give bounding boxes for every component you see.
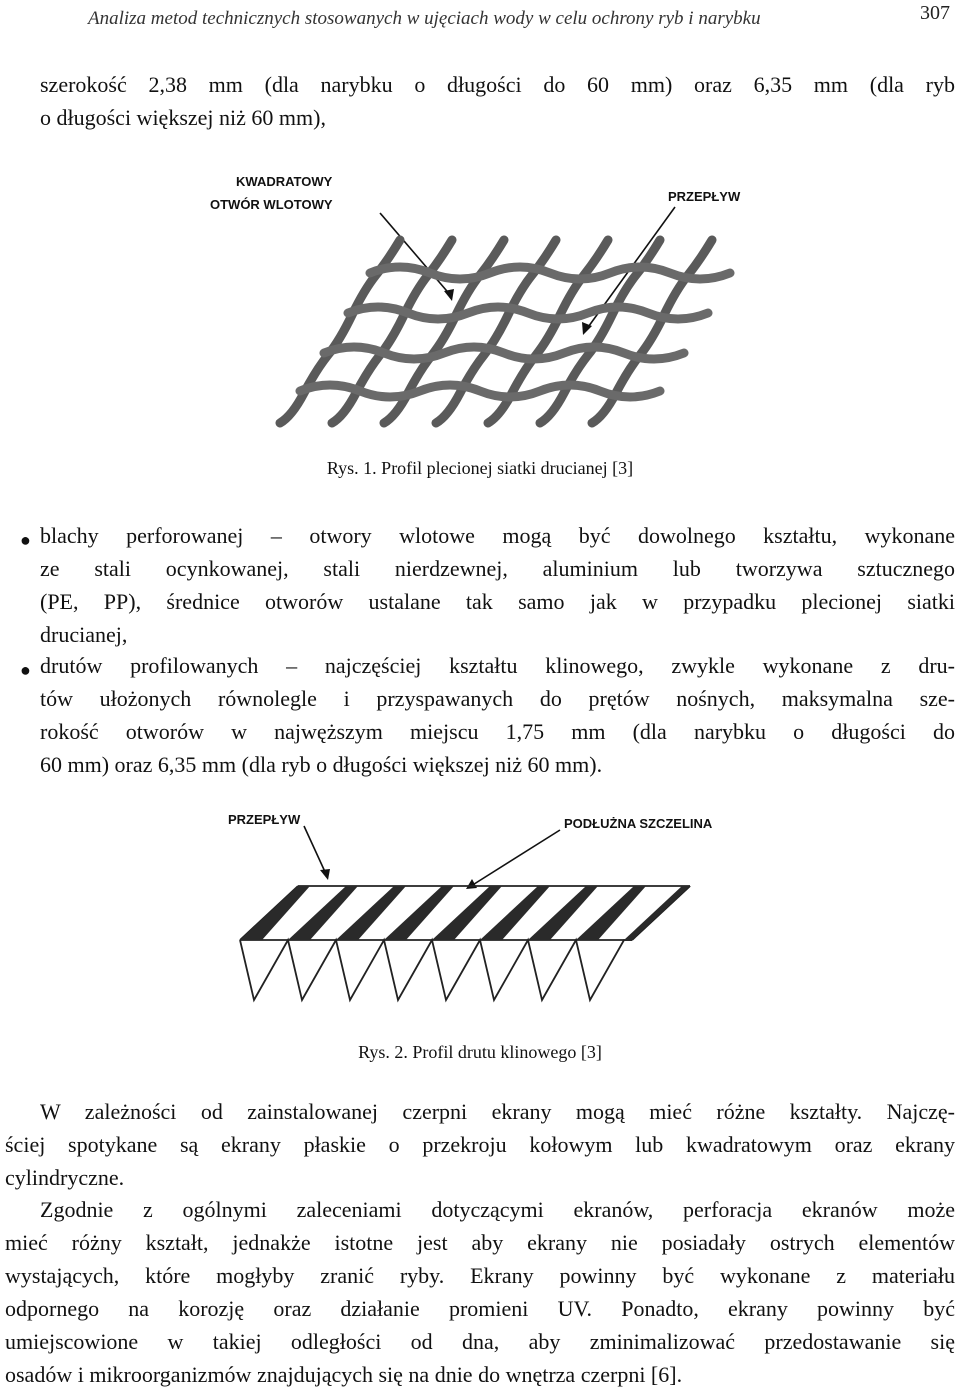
text-line: drutów profilowanych – najczęściej kształtu klinowego, zwykle wykonane z dru- xyxy=(40,653,955,678)
figure2-label-flow: PRZEPŁYW xyxy=(228,812,301,827)
figure2-caption: Rys. 2. Profil drutu klinowego [3] xyxy=(358,1042,602,1062)
bullet-item xyxy=(40,519,955,651)
text-line: cylindryczne. xyxy=(5,1165,125,1190)
text-line: ściej spotykane są ekrany płaskie o przekroju kołowym lub kwadratowym oraz ekrany xyxy=(5,1132,955,1157)
text-line: 60 mm) oraz 6,35 mm (dla ryb o długości większej niż 60 mm). xyxy=(40,752,603,777)
text-line: wystających, które mogłyby zranić ryby. Ekrany powinny być wykonane z materiału xyxy=(5,1263,955,1288)
running-title: Analiza metod technicznych stosowanych w ujęciach wody w celu ochrony ryb i narybku xyxy=(88,8,761,29)
woven-wire-mesh-figure xyxy=(200,165,760,430)
body-paragraph xyxy=(5,1193,955,1391)
wedge-wire-figure xyxy=(200,800,760,1015)
figure2-label-slot: PODŁUŻNA SZCZELINA xyxy=(564,816,713,831)
wedge-bars xyxy=(240,886,690,940)
arrow-head xyxy=(320,869,330,880)
body-paragraph xyxy=(5,1095,955,1194)
leader-line xyxy=(304,826,326,874)
intro-paragraph xyxy=(40,68,955,134)
text-line: mieć różny kształt, jednakże istotne jest aby ekrany nie posiadały ostrych elementów xyxy=(5,1230,955,1255)
arrow-head xyxy=(444,289,454,301)
bullet-marker: ● xyxy=(20,530,31,550)
text-line: tów ułożonych równolegle i przyspawanych do prętów nośnych, maksymalna sze- xyxy=(40,686,955,711)
text-line: odpornego na korozję oraz działanie promieni UV. Ponadto, ekrany powinny być xyxy=(5,1296,955,1321)
text-line: blachy perforowanej – otwory wlotowe mogą być dowolnego kształtu, wykonane xyxy=(40,523,955,548)
text-line: umiejscowione w takiej odległości od dna, aby zminimalizować przedostawanie się xyxy=(5,1329,955,1354)
leader-line xyxy=(471,830,560,886)
text-line: drucianej, xyxy=(40,622,128,647)
text-line: W zależności od zainstalowanej czerpni ekrany mogą mieć różne kształty. Najczę- xyxy=(40,1099,955,1124)
figure1-caption: Rys. 1. Profil plecionej siatki drucianej [3] xyxy=(326,458,634,478)
page-header xyxy=(0,0,960,40)
text-line: rokość otworów w najwęższym miejscu 1,75 mm (dla narybku o długości do xyxy=(40,719,955,744)
page-number: 307 xyxy=(920,2,950,24)
figure1-label-flow: PRZEPŁYW xyxy=(668,189,741,204)
figure1-label-opening-2: OTWÓR WLOTOWY xyxy=(210,197,333,212)
text-line: Zgodnie z ogólnymi zaleceniami dotyczącymi ekranów, perforacja ekranów może xyxy=(40,1197,955,1222)
text-line: szerokość 2,38 mm (dla narybku o długości do 60 mm) oraz 6,35 mm (dla ryb xyxy=(40,72,955,97)
text-line: (PE, PP), średnice otworów ustalane tak samo jak w przypadku plecionej siatki xyxy=(40,589,955,614)
text-line: o długości większej niż 60 mm), xyxy=(40,105,326,130)
bullet-item xyxy=(40,649,955,781)
figure1-label-opening-1: KWADRATOWY xyxy=(236,174,333,189)
text-line: ze stali ocynkowanej, stali nierdzewnej, aluminium lub tworzywa sztucznego xyxy=(40,556,955,581)
bullet-marker: ● xyxy=(20,660,31,680)
text-line: osadów i mikroorganizmów znajdujących się na dnie do wnętrza czerpni [6]. xyxy=(5,1362,683,1387)
